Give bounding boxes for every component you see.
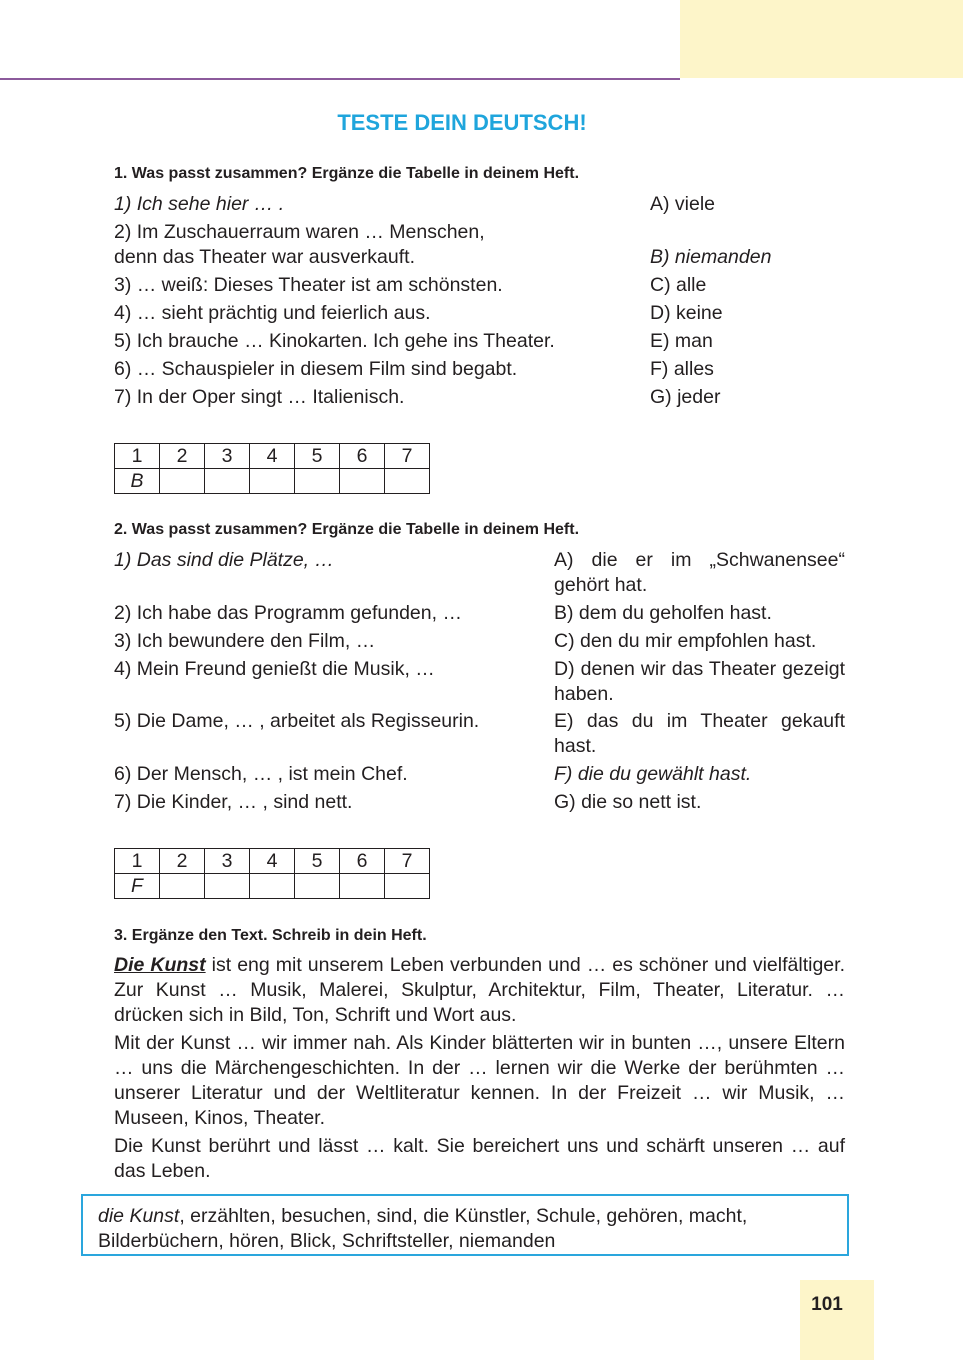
exercise1-option-e: E) man xyxy=(650,330,713,352)
table-answer-cell: F xyxy=(115,874,160,899)
exercise1-sentence-1: 1) Ich sehe hier … . xyxy=(114,193,285,215)
table-answer-row xyxy=(115,469,430,494)
page-title: TESTE DEIN DEUTSCH! xyxy=(337,110,587,135)
exercise1-option-d: D) keine xyxy=(650,302,723,324)
table-answer-cell xyxy=(340,874,385,899)
table-header-cell: 2 xyxy=(160,444,205,469)
exercise3-heading: 3. Ergänze den Text. Schreib in dein Heft. xyxy=(114,927,427,944)
table-header-cell: 1 xyxy=(115,849,160,874)
table-answer-cell xyxy=(250,469,295,494)
exercise1-option-f: F) alles xyxy=(650,358,714,380)
exercise2-option-e: E) das du im Theater gekauft hast. xyxy=(554,710,845,757)
table-header-cell: 6 xyxy=(340,849,385,874)
exercise1-sentence-4: 4) … sieht prächtig und feierlich aus. xyxy=(114,302,431,324)
table-header-cell: 4 xyxy=(250,849,295,874)
corner-highlight-top xyxy=(680,0,963,78)
word-bank-first: die Kunst xyxy=(98,1205,180,1227)
exercise3-paragraph-1 xyxy=(114,953,845,1028)
exercise3-keyword: Die Kunst xyxy=(114,954,206,976)
table-header-cell: 5 xyxy=(295,444,340,469)
table-answer-row xyxy=(115,874,430,899)
exercise2-option-f: F) die du gewählt hast. xyxy=(554,763,752,785)
table-header-cell: 3 xyxy=(205,444,250,469)
table-answer-cell xyxy=(295,874,340,899)
exercise2-option-d: D) denen wir das Theater gezeigt haben. xyxy=(554,658,845,705)
exercise2-sentence-5: 5) Die Dame, … , arbeitet als Regisseurin. xyxy=(114,710,480,732)
exercise1-sentence-5: 5) Ich brauche … Kinokarten. Ich gehe ins Theater. xyxy=(114,330,555,352)
page-number: 101 xyxy=(811,1294,843,1315)
exercise2-sentence-4: 4) Mein Freund genießt die Musik, … xyxy=(114,658,435,680)
table-answer-cell: B xyxy=(115,469,160,494)
exercise2-sentence-6: 6) Der Mensch, … , ist mein Chef. xyxy=(114,763,408,785)
exercise2-sentence-7: 7) Die Kinder, … , sind nett. xyxy=(114,791,353,813)
exercise2-option-b: B) dem du geholfen hast. xyxy=(554,602,772,624)
table-answer-cell xyxy=(250,874,295,899)
exercise1-sentence-6: 6) … Schauspieler in diesem Film sind begabt. xyxy=(114,358,518,380)
corner-highlight-bottom xyxy=(800,1280,874,1360)
exercise1-answer-table xyxy=(114,443,430,494)
word-bank-box xyxy=(81,1194,849,1256)
table-answer-cell xyxy=(205,874,250,899)
table-answer-cell xyxy=(385,469,430,494)
exercise2-option-c: C) den du mir empfohlen hast. xyxy=(554,630,817,652)
exercise2-sentence-3: 3) Ich bewundere den Film, … xyxy=(114,630,376,652)
table-header-cell: 7 xyxy=(385,444,430,469)
exercise1-sentence-3: 3) … weiß: Dieses Theater ist am schönsten. xyxy=(114,274,503,296)
table-header-cell: 1 xyxy=(115,444,160,469)
table-header-cell: 7 xyxy=(385,849,430,874)
table-header-cell: 3 xyxy=(205,849,250,874)
exercise2-sentence-1: 1) Das sind die Plätze, … xyxy=(114,549,335,571)
exercise3-paragraph-3: Die Kunst berührt und lässt … kalt. Sie bereichert uns und schärft unseren … auf das Leben. xyxy=(114,1135,845,1182)
table-answer-cell xyxy=(160,469,205,494)
exercise2-heading: 2. Was passt zusammen? Ergänze die Tabelle in deinem Heft. xyxy=(114,521,580,538)
header-rule xyxy=(0,78,680,80)
exercise1-sentence-7: 7) In der Oper singt … Italienisch. xyxy=(114,386,405,408)
exercise1-option-c: C) alle xyxy=(650,274,707,296)
exercise2-answer-table xyxy=(114,848,430,899)
table-header-cell: 4 xyxy=(250,444,295,469)
table-header-row xyxy=(115,849,430,874)
exercise1-sentence-2: 2) Im Zuschauerraum waren … Menschen, xyxy=(114,221,485,243)
table-answer-cell xyxy=(385,874,430,899)
table-header-row xyxy=(115,444,430,469)
exercise3-paragraph-1-text: ist eng mit unserem Leben verbunden und … es schöner und vielfältiger. Zur Kunst … Musik, Malerei, Skulptur, Architektur, Film, Theater, Literatur. … drücken sich in Bild, Ton, Schrift und Wort aus. xyxy=(114,954,845,1026)
exercise1-option-b: B) niemanden xyxy=(650,246,772,268)
table-answer-cell xyxy=(295,469,340,494)
exercise2-option-g: G) die so nett ist. xyxy=(554,791,702,813)
table-header-cell: 6 xyxy=(340,444,385,469)
word-bank-list: , erzählten, besuchen, sind, die Künstler, Schule, gehören, macht, Bilderbüchern, hören, Blick, Schriftsteller, niemanden xyxy=(98,1205,748,1252)
exercise1-heading: 1. Was passt zusammen? Ergänze die Tabelle in deinem Heft. xyxy=(114,165,580,182)
exercise1-option-a: A) viele xyxy=(650,193,716,215)
table-header-cell: 2 xyxy=(160,849,205,874)
table-answer-cell xyxy=(205,469,250,494)
table-header-cell: 5 xyxy=(295,849,340,874)
table-answer-cell xyxy=(340,469,385,494)
exercise2-sentence-2: 2) Ich habe das Programm gefunden, … xyxy=(114,602,462,624)
table-answer-cell xyxy=(160,874,205,899)
exercise1-option-g: G) jeder xyxy=(650,386,721,408)
exercise1-sentence-2-cont: denn das Theater war ausverkauft. xyxy=(114,246,415,268)
exercise3-paragraph-2: Mit der Kunst … wir immer nah. Als Kinder blätterten wir in bunten …, unsere Eltern … uns die Märchengeschichten. In der … lernen wir die Werke der berühmten … unserer Literatur und der Weltliteratur kennen. In der Freizeit … wir Musik, … Museen, Kinos, Theater. xyxy=(114,1032,845,1129)
exercise2-option-a: A) die er im „Schwanensee“ gehört hat. xyxy=(554,549,845,596)
